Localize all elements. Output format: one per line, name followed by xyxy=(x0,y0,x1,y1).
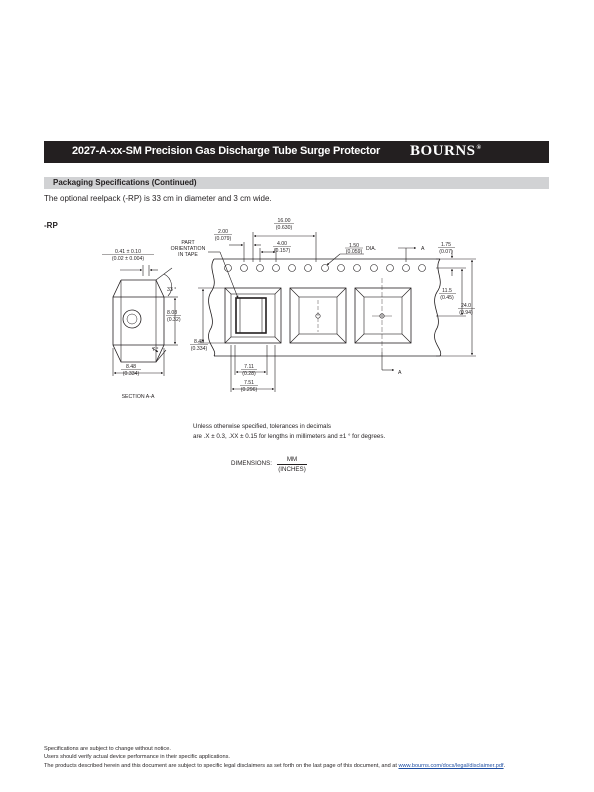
dim-808-mm: 8.08 xyxy=(167,310,178,316)
dimensions-mm: MM xyxy=(277,456,307,465)
dim-848-pocket-mm: 8.48 xyxy=(193,339,205,345)
dim-hole-mm: 1.50 xyxy=(348,243,360,249)
dim-848-body-mm: 8.48 xyxy=(125,364,137,370)
dimensions-fraction xyxy=(277,456,307,473)
footer-line-1: Specifications are subject to change without notice. xyxy=(44,746,171,752)
dim-16-in: (0.630) xyxy=(275,225,293,231)
dim-hole-in: (0.059) xyxy=(345,249,363,255)
dia-label: DIA. xyxy=(366,246,377,252)
dim-2-mm: 2.00 xyxy=(217,229,229,235)
dim-848-body-in: (0.334) xyxy=(122,371,140,377)
dim-848-pocket-in: (0.334) xyxy=(190,346,208,352)
cut-a-bottom: A xyxy=(398,370,402,376)
dim-24-mm: 24.0 xyxy=(460,303,472,309)
dim-16-mm: 16.00 xyxy=(277,218,291,224)
dimensions-inches: (INCHES) xyxy=(278,466,306,473)
document-title: 2027-A-xx-SM Precision Gas Discharge Tube Surge Protector xyxy=(72,145,381,157)
footer-line-3-end: . xyxy=(503,762,506,769)
intro-text: The optional reelpack (-RP) is 33 cm in diameter and 3 cm wide. xyxy=(44,194,272,203)
tolerance-line-2: are .X ± 0.3, .XX ± 0.15 for lengths in millimeters and ±1 ° for degrees. xyxy=(193,433,386,440)
part-orientation-1: PART xyxy=(181,240,195,246)
rp-label: -RP xyxy=(44,221,58,230)
dim-4-in: (0.157) xyxy=(273,248,291,254)
dim-24-in: (0.94) xyxy=(459,310,473,316)
dim-711-mm: 7.11 xyxy=(244,364,254,370)
dim-711-in: (0.28) xyxy=(242,371,256,377)
dim-angle-7: 7 ° xyxy=(152,347,159,353)
dimensions-label: DIMENSIONS: xyxy=(231,460,272,467)
part-orientation-3: IN TAPE xyxy=(178,252,198,258)
dim-751-in: (0.296) xyxy=(240,387,258,393)
registered-mark: ® xyxy=(476,145,482,151)
section-title: Packaging Specifications (Continued) xyxy=(53,178,197,187)
disclaimer-link[interactable]: www.bourns.com/docs/legal/disclaimer.pdf xyxy=(398,762,504,769)
dim-lead-in: (0.02 ± 0.004) xyxy=(111,256,145,262)
footer-line-3 xyxy=(44,762,505,770)
dim-angle-33: 33 ° xyxy=(167,287,177,293)
part-orientation-2: ORIENTATION xyxy=(170,246,206,252)
footer xyxy=(44,745,505,770)
tolerance-notes xyxy=(193,422,385,442)
footer-line-3-text: The products described herein and this document are subject to specific legal disclaimers as set forth on the last page of this document, and at xyxy=(44,762,399,769)
logo-text: BOURNS xyxy=(410,143,476,159)
dim-115-mm: 11.5 xyxy=(442,288,452,294)
dim-808-in: (0.32) xyxy=(167,317,181,323)
tape-view xyxy=(208,259,440,356)
footer-line-2: Users should verify actual device performance in their specific applications. xyxy=(44,754,230,761)
dim-lead-mm: 0.41 ± 0.10 xyxy=(115,249,141,255)
cut-a-top: A xyxy=(421,246,425,252)
dim-175-in: (0.07) xyxy=(439,249,453,255)
dim-115-in: (0.45) xyxy=(440,295,454,301)
dim-2-in: (0.079) xyxy=(214,236,232,242)
section-label: SECTION A-A xyxy=(121,394,155,400)
sprocket-holes xyxy=(225,265,426,272)
tolerance-line-1: Unless otherwise specified, tolerances in decimals xyxy=(193,423,331,430)
dim-175-mm: 1.75 xyxy=(440,242,452,248)
dim-4-mm: 4.00 xyxy=(276,241,288,247)
dim-751-mm: 7.51 xyxy=(243,380,255,386)
